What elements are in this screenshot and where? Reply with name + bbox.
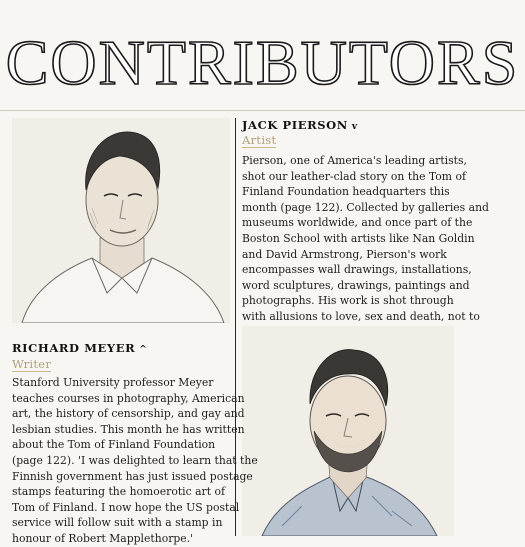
bio-line: Tom of Finland. I now hope the US postal (12, 500, 240, 514)
richard-meyer-portrait (12, 118, 230, 323)
jack-pierson-name-text: JACK PIERSON (242, 118, 348, 132)
bio-line: Finnish government has just issued postage (12, 469, 253, 483)
bio-line: and David Armstrong, Pierson's work (242, 247, 447, 261)
down-arrow-icon: v (351, 122, 358, 132)
bio-line: Boston School with artists like Nan Goldin (242, 231, 475, 245)
bio-line: month (page 122). Collected by galleries and (242, 200, 489, 214)
richard-meyer-role: Writer (12, 357, 52, 371)
bio-line: art, the history of censorship, and gay and (12, 407, 245, 421)
bio-line: museums worldwide, and once part of the (242, 216, 473, 230)
bio-line: about the Tom of Finland Foundation (12, 438, 216, 452)
richard-meyer-name-text: RICHARD MEYER (12, 341, 136, 355)
bio-line: service will follow suit with a stamp in (12, 516, 223, 530)
bio-line: lesbian studies. This month he has written (12, 422, 245, 436)
bio-line: shot our leather-clad story on the Tom of (242, 169, 466, 183)
jack-pierson-portrait (242, 326, 454, 536)
bio-line: stamps featuring the homoerotic art of (12, 485, 225, 499)
bio-line: with allusions to love, sex and death, not to (242, 309, 480, 323)
bio-line: encompasses wall drawings, installations, (242, 263, 472, 277)
richard-meyer-name (12, 341, 147, 355)
bio-line: teaches courses in photography, American (12, 391, 245, 405)
bio-line: Stanford University professor Meyer (12, 376, 214, 389)
title-rule (0, 110, 525, 111)
jack-pierson-bio (242, 153, 489, 340)
bio-line: honour of Robert Mapplethorpe.' (12, 531, 194, 545)
page-title: CONTRIBUTORS (5, 27, 520, 98)
bio-line: word sculptures, drawings, paintings and (242, 278, 470, 292)
up-arrow-icon: ^ (139, 345, 148, 355)
bio-line: photographs. His work is shot through (242, 294, 454, 308)
bio-line: (page 122). 'I was delighted to learn that the (12, 453, 258, 467)
richard-meyer-bio (12, 375, 258, 547)
jack-pierson-role: Artist (242, 133, 277, 147)
bio-line: Finland Foundation headquarters this (242, 185, 450, 199)
bio-line: Pierson, one of America's leading artists, (242, 154, 467, 167)
jack-pierson-name (242, 118, 358, 132)
